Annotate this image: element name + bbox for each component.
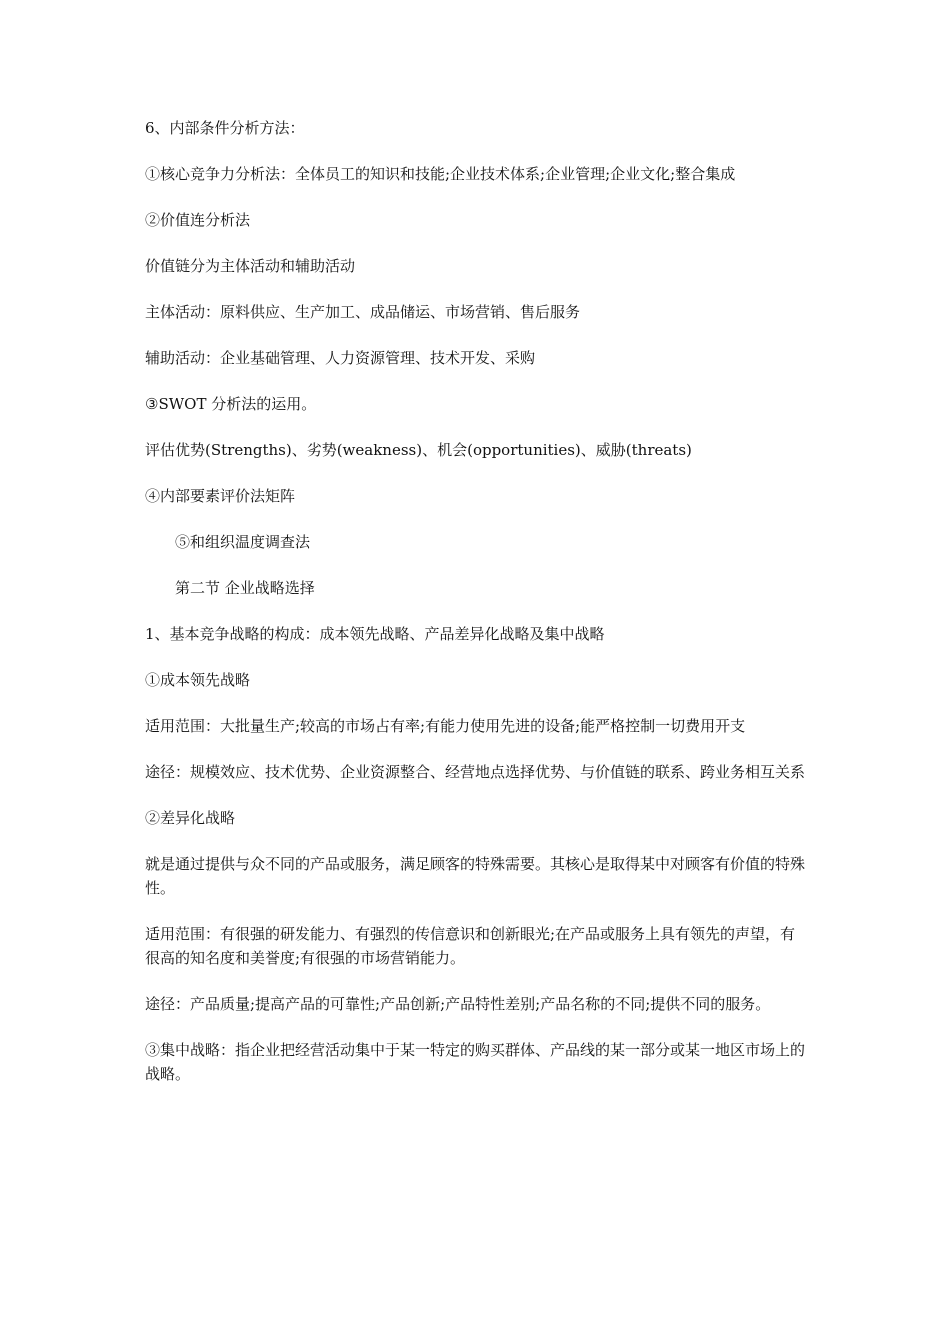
paragraph-swot-evaluation: 评估优势(Strengths)、劣势(weakness)、机会(opportunities)、威胁(threats) [145,441,692,459]
paragraph-cost-leadership-approach: 途径：规模效应、技术优势、企业资源整合、经营地点选择优势、与价值链的联系、跨业务相互关系 [145,763,806,781]
paragraph-differentiation-approach: 途径：产品质量;提高产品的可靠性;产品创新;产品特性差别;产品名称的不同;提供不同的服务。 [145,995,771,1013]
paragraph-cost-leadership-scope: 适用范围：大批量生产;较高的市场占有率;有能力使用先进的设备;能严格控制一切费用开支 [145,717,746,735]
paragraph-differentiation-scope: 适用范围：有很强的研发能力、有强烈的传信意识和创新眼光;在产品或服务上具有领先的声望，有很高的知名度和美誉度;有很强的市场营销能力。 [145,925,796,967]
paragraph-focus-strategy: ③集中战略：指企业把经营活动集中于某一特定的购买群体、产品线的某一部分或某一地区市场上的战略。 [145,1041,806,1083]
paragraph-core-competence: ①核心竞争力分析法：全体员工的知识和技能;企业技术体系;企业管理;企业文化;整合集成 [145,165,736,183]
paragraph-differentiation-definition: 就是通过提供与众不同的产品或服务，满足顾客的特殊需要。其核心是取得某中对顾客有价值的特殊性。 [145,855,806,897]
paragraph-organizational-climate: ⑤和组织温度调查法 [175,533,311,551]
section-heading-strategy-selection: 第二节 企业战略选择 [175,579,315,597]
paragraph-swot: ③SWOT 分析法的运用。 [145,395,317,413]
paragraph-differentiation: ②差异化战略 [145,809,236,827]
paragraph-support-activities: 辅助活动：企业基础管理、人力资源管理、技术开发、采购 [145,349,536,367]
paragraph-internal-factor-matrix: ④内部要素评价法矩阵 [145,487,296,505]
paragraph-cost-leadership: ①成本领先战略 [145,671,251,689]
paragraph-internal-analysis-methods: 6、内部条件分析方法： [145,119,305,137]
paragraph-value-chain-method: ②价值连分析法 [145,211,251,229]
paragraph-primary-activities: 主体活动：原料供应、生产加工、成品储运、市场营销、售后服务 [145,303,581,321]
document-body [145,116,810,1108]
paragraph-basic-competitive-strategy: 1、基本竞争战略的构成：成本领先战略、产品差异化战略及集中战略 [145,625,605,643]
paragraph-value-chain-split: 价值链分为主体活动和辅助活动 [145,257,356,275]
